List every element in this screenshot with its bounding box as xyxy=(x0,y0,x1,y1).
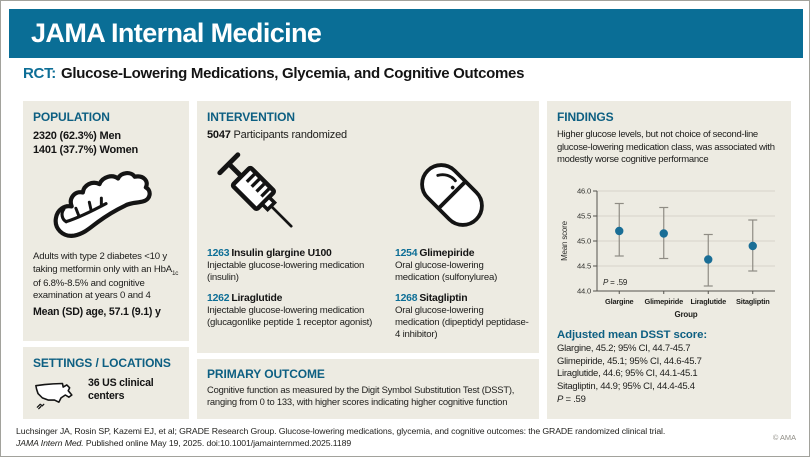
arm-name: Glimepiride xyxy=(419,248,475,259)
population-description xyxy=(33,251,179,302)
chart-wrap xyxy=(557,183,781,323)
svg-text:44.0: 44.0 xyxy=(577,286,591,296)
injectable-arms xyxy=(207,247,389,348)
participants-count: 5047 xyxy=(207,129,231,141)
arm-description: Injectable glucose-lowering medication (glucagonlike peptide 1 receptor agonist) xyxy=(207,304,373,328)
intervention-panel xyxy=(197,101,539,353)
svg-text:Sitagliptin: Sitagliptin xyxy=(735,296,770,306)
arm-description: Oral glucose-lowering medication (sulfonylurea) xyxy=(395,260,498,284)
population-heading: POPULATION xyxy=(33,110,110,124)
mean-age: Mean (SD) age, 57.1 (9.1) y xyxy=(33,305,161,318)
study-type-tag: RCT: xyxy=(23,65,56,82)
middle-column xyxy=(197,101,539,419)
svg-text:45.0: 45.0 xyxy=(577,236,591,246)
arm-description: Injectable glucose-lowering medication (insulin) xyxy=(207,260,365,284)
primary-outcome-panel xyxy=(197,359,539,419)
adjusted-p-value: P = .59 xyxy=(557,394,586,406)
right-column xyxy=(547,101,791,419)
arm-glimepiride xyxy=(395,247,529,285)
syringe-icon xyxy=(207,143,389,247)
svg-text:44.5: 44.5 xyxy=(577,261,591,271)
intervention-heading: INTERVENTION xyxy=(207,110,295,124)
adjusted-glimepiride: Glimepiride, 45.1; 95% CI, 44.6-45.7 xyxy=(557,355,702,367)
left-column xyxy=(23,101,189,419)
article-title xyxy=(23,65,524,82)
hba1c-subscript: 1c xyxy=(171,269,179,277)
adjusted-scores-heading: Adjusted mean DSST score: xyxy=(557,328,708,341)
capsule-icon xyxy=(395,143,529,247)
findings-summary: Higher glucose levels, but not choice of second-line glucose-lowering medication class, was associated with modestly worse cognitive performance xyxy=(557,129,775,166)
primary-outcome-heading: PRIMARY OUTCOME xyxy=(207,367,325,381)
adjusted-sitagliptin: Sitagliptin, 44.9; 95% CI, 44.4-45.4 xyxy=(557,381,695,393)
settings-row xyxy=(33,377,179,413)
us-map-icon xyxy=(33,377,79,413)
arm-count: 1263 xyxy=(207,248,230,259)
journal-title: JAMA Internal Medicine xyxy=(31,18,322,48)
reference-line: JAMA Intern Med. Published online May 19, 2025. doi:10.1001/jamainternmed.2025.1189 xyxy=(16,438,352,449)
copyright-notice: © AMA xyxy=(772,433,796,442)
citation-line: Luchsinger JA, Rosin SP, Kazemi EJ, et al; GRADE Research Group. Glucose-lowering medications, glycemia, and cognitive outcomes: the GRADE randomized clinical trial. xyxy=(16,426,666,436)
population-men: 2320 (62.3%) Men xyxy=(33,130,121,142)
adjusted-liraglutide: Liraglutide, 44.6; 95% CI, 44.1-45.1 xyxy=(557,368,698,380)
content-columns xyxy=(23,101,791,419)
arm-description: Oral glucose-lowering medication (dipeptidyl peptidase-4 inhibitor) xyxy=(395,304,529,341)
settings-text: 36 US clinical centers xyxy=(88,377,154,403)
adjusted-glargine: Glargine, 45.2; 95% CI, 44.7-45.7 xyxy=(557,342,691,354)
svg-text:Liraglutide: Liraglutide xyxy=(690,296,727,306)
arm-name: Liraglutide xyxy=(231,292,283,304)
svg-text:45.5: 45.5 xyxy=(577,211,591,221)
population-women: 1401 (37.7%) Women xyxy=(33,144,139,157)
findings-panel xyxy=(547,101,791,419)
oral-arms xyxy=(395,247,529,348)
pancreas-icon xyxy=(50,167,162,243)
arm-count: 1268 xyxy=(395,292,418,304)
findings-heading: FINDINGS xyxy=(557,110,614,124)
participants-label: Participants randomized xyxy=(230,129,347,141)
findings-chart xyxy=(557,183,781,323)
population-description-pre: Adults with type 2 diabetes <10 y taking metformin only with an HbA xyxy=(33,251,172,275)
settings-heading: SETTINGS / LOCATIONS xyxy=(33,356,171,370)
arm-sitagliptin xyxy=(395,292,529,342)
article-title-text: Glucose-Lowering Medications, Glycemia, and Cognitive Outcomes xyxy=(60,65,525,82)
svg-text:P = .59: P = .59 xyxy=(603,277,628,287)
settings-panel xyxy=(23,347,189,419)
citation-footer xyxy=(16,425,736,450)
arm-count: 1254 xyxy=(395,248,418,259)
svg-text:Mean score: Mean score xyxy=(560,220,569,261)
population-panel xyxy=(23,101,189,341)
svg-text:Glargine: Glargine xyxy=(605,296,634,306)
arm-name: Sitagliptin xyxy=(419,292,468,304)
arm-liraglutide xyxy=(207,292,389,330)
arm-insulin-glargine xyxy=(207,247,389,285)
adjusted-scores xyxy=(557,329,781,408)
svg-text:Glimepiride: Glimepiride xyxy=(644,296,683,306)
population-description-post: of 6.8%-8.5% and cognitive examination at years 0 and 4 xyxy=(33,277,151,302)
svg-text:46.0: 46.0 xyxy=(577,186,591,196)
arm-count: 1262 xyxy=(207,292,230,304)
svg-text:Group: Group xyxy=(674,309,698,319)
primary-outcome-text: Cognitive function as measured by the Digit Symbol Substitution Test (DSST), ranging from 0 to 133, with higher scores indicating higher cognitive function xyxy=(207,384,515,407)
intervention-grid xyxy=(207,143,529,348)
arm-name: Insulin glargine U100 xyxy=(231,248,332,259)
participants-randomized xyxy=(207,129,529,141)
journal-masthead xyxy=(9,9,803,58)
